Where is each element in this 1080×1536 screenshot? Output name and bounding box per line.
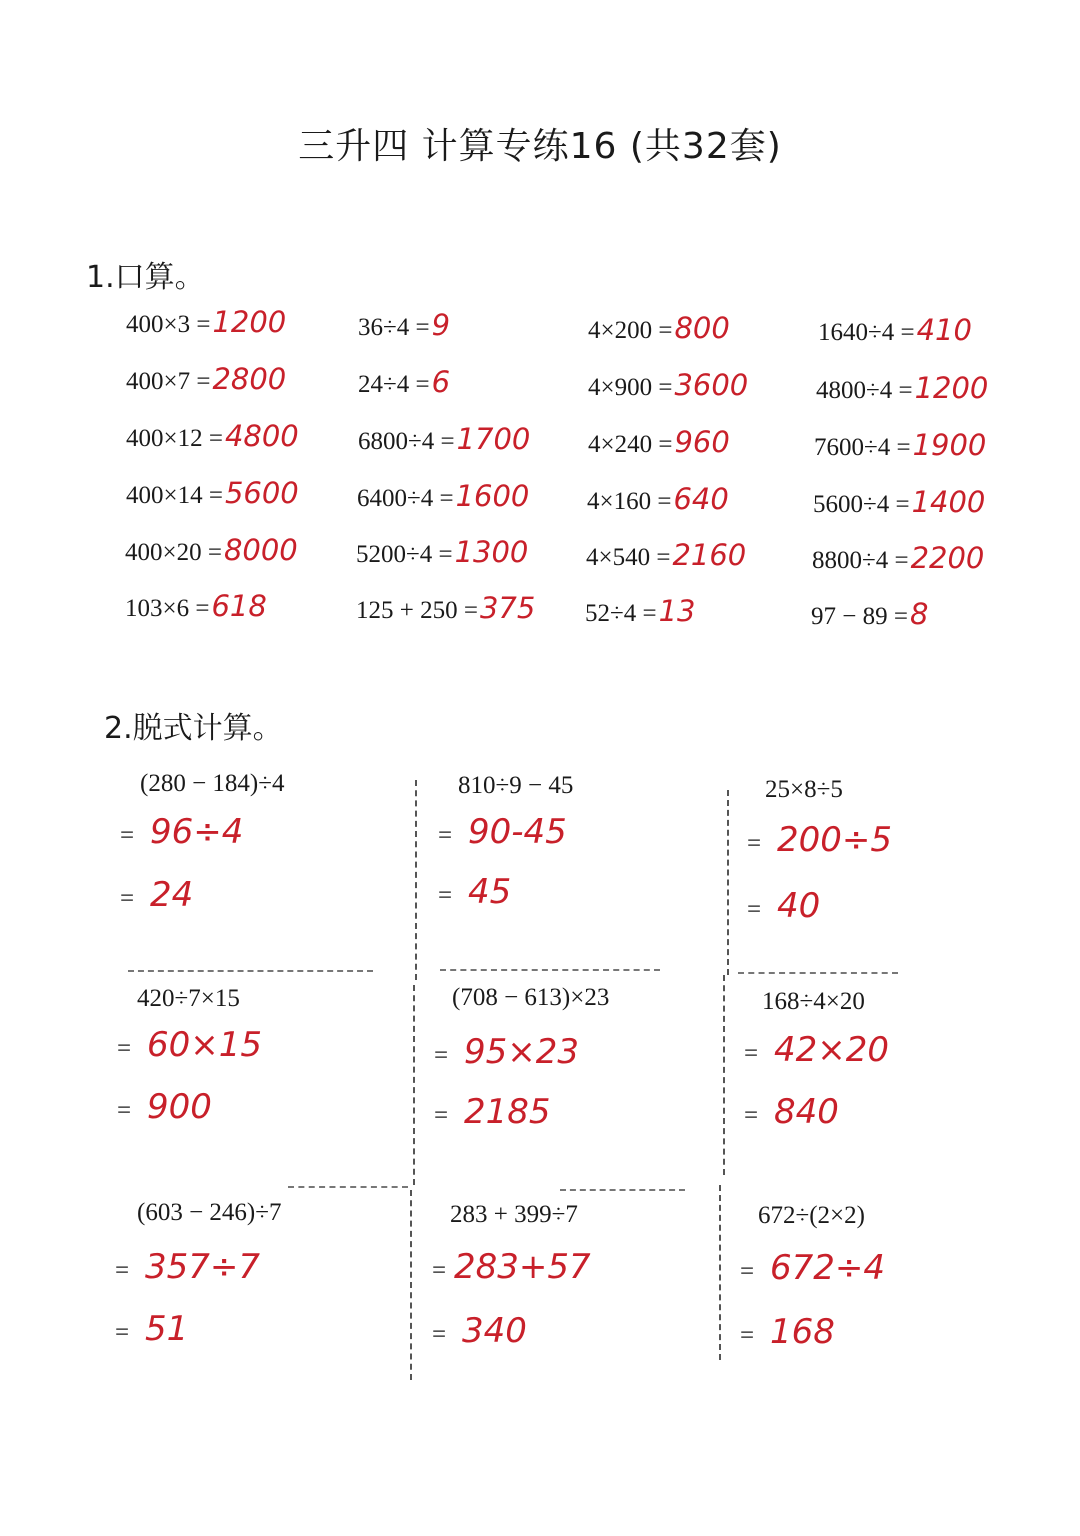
step-2: = 40 (747, 886, 821, 926)
oral-item: 8800÷4 =2200 (812, 541, 985, 575)
handwritten-answer: 3600 (674, 368, 749, 402)
oral-item: 52÷4 =13 (585, 594, 696, 628)
section2-title: 2.脱式计算。 (104, 711, 283, 746)
oral-item: 4×240 =960 (588, 425, 730, 459)
problem-expression: 672÷(2×2) (758, 1202, 865, 1229)
divider-horizontal (128, 970, 373, 972)
step-2: = 900 (117, 1087, 212, 1127)
problem-expression: 810÷9 − 45 (458, 772, 574, 799)
handwritten-answer: 1900 (912, 428, 987, 462)
oral-item: 4×200 =800 (588, 311, 730, 345)
divider-horizontal (560, 1189, 685, 1191)
divider-vertical (413, 985, 415, 1185)
divider-horizontal (440, 969, 660, 971)
section1-title: 1.口算。 (86, 260, 205, 295)
handwritten-answer: 2800 (212, 362, 287, 396)
problem-expression: (708 − 613)×23 (452, 984, 610, 1011)
oral-item: 125 + 250 =375 (356, 591, 536, 625)
handwritten-answer: 1600 (455, 479, 530, 513)
handwritten-answer: 640 (673, 482, 729, 516)
step-1: = 200÷5 (747, 820, 893, 860)
divider-vertical (727, 790, 729, 975)
handwritten-answer: 800 (674, 311, 730, 345)
step-2: = 2185 (434, 1092, 551, 1132)
step-1: = 672÷4 (740, 1248, 886, 1288)
step-1: = 60×15 (117, 1025, 263, 1065)
oral-item: 6400÷4 =1600 (357, 479, 530, 513)
divider-vertical (723, 975, 725, 1175)
step-1: = 283+57 (432, 1247, 591, 1287)
handwritten-answer: 1200 (914, 371, 989, 405)
divider-vertical (410, 1190, 412, 1380)
step-2: = 340 (432, 1311, 527, 1351)
problem-expression: 25×8÷5 (765, 776, 843, 803)
oral-item: 400×3 =1200 (126, 305, 287, 339)
handwritten-answer: 1700 (456, 422, 531, 456)
page-title: 三升四 计算专练16 (共32套) (298, 126, 782, 167)
handwritten-answer: 8 (909, 597, 929, 631)
handwritten-answer: 1300 (454, 535, 529, 569)
divider-horizontal (288, 1186, 408, 1188)
oral-item: 4×160 =640 (587, 482, 729, 516)
oral-item: 36÷4 =9 (358, 308, 451, 342)
step-1: = 42×20 (744, 1030, 890, 1070)
oral-item: 4×540 =2160 (586, 538, 747, 572)
oral-item: 5200÷4 =1300 (356, 535, 529, 569)
handwritten-answer: 5600 (224, 476, 299, 510)
step-1: = 95×23 (434, 1032, 580, 1072)
problem-expression: (280 − 184)÷4 (140, 770, 285, 797)
oral-item: 103×6 =618 (125, 589, 267, 623)
problem-expression: 420÷7×15 (137, 985, 240, 1012)
step-1: = 90-45 (438, 812, 567, 852)
oral-item: 400×14 =5600 (126, 476, 299, 510)
handwritten-answer: 960 (674, 425, 730, 459)
divider-vertical (719, 1185, 721, 1360)
handwritten-answer: 618 (211, 589, 267, 623)
handwritten-answer: 1200 (212, 305, 287, 339)
step-2: = 168 (740, 1312, 835, 1352)
oral-item: 97 − 89 =8 (811, 597, 929, 631)
step-1: = 96÷4 (120, 812, 244, 852)
oral-item: 400×12 =4800 (126, 419, 299, 453)
step-2: = 24 (120, 875, 194, 915)
problem-expression: 168÷4×20 (762, 988, 865, 1015)
oral-item: 400×7 =2800 (126, 362, 287, 396)
step-2: = 45 (438, 872, 512, 912)
oral-item: 4×900 =3600 (588, 368, 749, 402)
oral-item: 400×20 =8000 (125, 533, 298, 567)
handwritten-answer: 375 (479, 591, 536, 625)
handwritten-answer: 6 (431, 365, 451, 399)
oral-item: 4800÷4 =1200 (816, 371, 989, 405)
oral-item: 24÷4 =6 (358, 365, 451, 399)
handwritten-answer: 410 (916, 313, 972, 347)
step-2: = 51 (115, 1309, 189, 1349)
handwritten-answer: 2200 (910, 541, 985, 575)
problem-expression: 283 + 399÷7 (450, 1201, 578, 1228)
handwritten-answer: 4800 (224, 419, 299, 453)
oral-item: 7600÷4 =1900 (814, 428, 987, 462)
problem-expression: (603 − 246)÷7 (137, 1199, 282, 1226)
oral-item: 5600÷4 =1400 (813, 485, 986, 519)
step-1: = 357÷7 (115, 1247, 261, 1287)
handwritten-answer: 13 (658, 594, 696, 628)
handwritten-answer: 8000 (223, 533, 298, 567)
handwritten-answer: 1400 (911, 485, 986, 519)
divider-vertical (415, 780, 417, 980)
oral-item: 6800÷4 =1700 (358, 422, 531, 456)
handwritten-answer: 2160 (672, 538, 747, 572)
step-2: = 840 (744, 1092, 839, 1132)
divider-horizontal (738, 972, 898, 974)
handwritten-answer: 9 (431, 308, 451, 342)
oral-item: 1640÷4 =410 (818, 313, 972, 347)
